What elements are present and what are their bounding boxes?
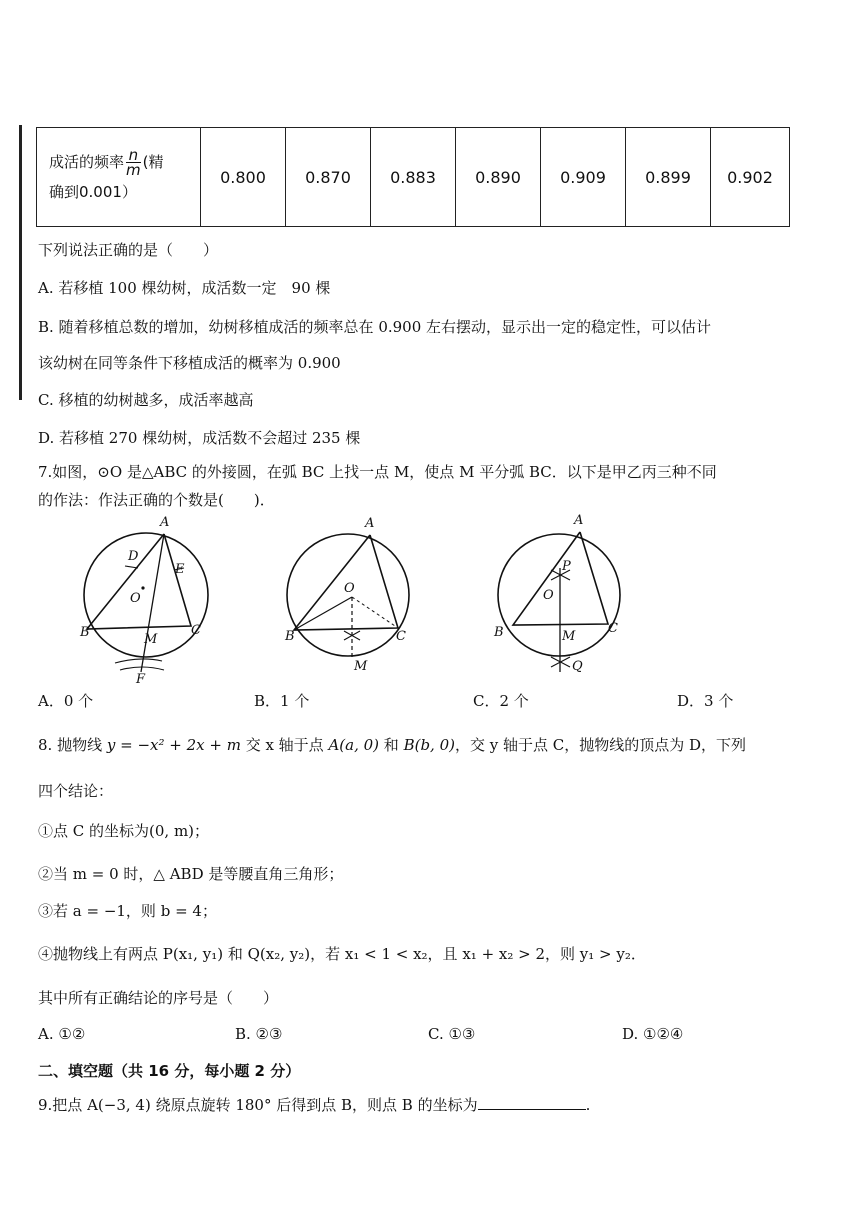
- label-c: C: [396, 629, 406, 644]
- q7-option-c: C．2 个: [473, 692, 529, 710]
- q7-option-a: A．0 个: [38, 692, 94, 710]
- q8-option-d: D. ①②④: [622, 1025, 684, 1043]
- fraction-denominator: m: [126, 161, 141, 179]
- label-m: M: [144, 632, 158, 647]
- q8-text-c: 和: [379, 736, 404, 754]
- q8-point-b: B(b, 0): [403, 736, 455, 754]
- q6-option-d: D. 若移植 270 棵幼树，成活数不会超过 235 棵: [38, 429, 361, 447]
- label-o: O: [130, 591, 141, 606]
- triangle-abc: [87, 534, 191, 629]
- figure-2: [278, 510, 418, 680]
- q8-text-d: ，交 y 轴于点 C，抛物线的顶点为 D，下列: [455, 736, 747, 754]
- table-cell: 0.909: [541, 128, 626, 227]
- label-m: M: [562, 629, 576, 644]
- q8-conclusion-2: ②当 m = 0 时，△ ABD 是等腰直角三角形；: [38, 865, 344, 883]
- q9: [38, 1094, 590, 1115]
- label-o: O: [344, 581, 355, 596]
- q8-point-a: A(a, 0): [328, 736, 380, 754]
- label-o: O: [543, 588, 554, 603]
- table-cell: 0.870: [286, 128, 371, 227]
- q7-line1: 7.如图，⊙O 是△ABC 的外接圆，在弧 BC 上找一点 M，使点 M 平分弧 BC．以下是甲乙丙三种不同: [38, 463, 717, 481]
- header-text: 成活的频率: [49, 153, 125, 171]
- circumcircle: [498, 534, 620, 656]
- label-q: Q: [572, 659, 583, 674]
- section-2-title: 二、填空题（共 16 分，每小题 2 分）: [38, 1062, 301, 1080]
- header-paren: (精: [142, 153, 164, 171]
- fraction-n-over-m: [126, 148, 141, 177]
- q8-option-a: A. ①②: [38, 1025, 86, 1043]
- q6-option-a: A. 若移植 100 棵幼树，成活数一定 90 棵: [38, 279, 331, 297]
- label-e: E: [175, 562, 185, 577]
- label-c: C: [608, 621, 618, 636]
- q8-text-a: 8. 抛物线: [38, 736, 107, 754]
- q6-stem: 下列说法正确的是（ ）: [38, 241, 219, 259]
- q8-line2: 四个结论：: [38, 782, 114, 800]
- q7-line2: 的作法：作法正确的个数是( )．: [38, 491, 275, 509]
- arc-mark-d: [125, 566, 138, 568]
- q6-option-c: C. 移植的幼树越多，成活率越高: [38, 391, 254, 409]
- label-f: F: [136, 672, 146, 685]
- q8-ask: 其中所有正确结论的序号是（ ）: [38, 989, 279, 1007]
- q8-option-c: C. ①③: [428, 1025, 476, 1043]
- angle-bisector-af: [141, 534, 164, 672]
- label-m: M: [354, 659, 368, 674]
- label-a: A: [160, 515, 170, 530]
- q8-option-b: B. ②③: [235, 1025, 283, 1043]
- label-d: D: [128, 549, 139, 564]
- center-dot: [141, 586, 144, 589]
- label-b: B: [494, 625, 504, 640]
- q7-option-b: B．1 个: [254, 692, 310, 710]
- frequency-table: [36, 127, 790, 227]
- segment-bo: [294, 597, 352, 630]
- table-cell: 0.883: [371, 128, 456, 227]
- answer-blank[interactable]: [478, 1108, 586, 1110]
- figure-3: [488, 510, 638, 680]
- q8-conclusion-1: ①点 C 的坐标为(0, m)；: [38, 822, 210, 840]
- table-cell: 0.899: [626, 128, 711, 227]
- label-p: P: [562, 559, 571, 574]
- q8-line1: [38, 734, 746, 755]
- dashed-oc: [352, 597, 398, 628]
- q8-text-b: 交 x 轴于点: [240, 736, 329, 754]
- q9-text: 9.把点 A(−3, 4) 绕原点旋转 180° 后得到点 B，则点 B 的坐标为: [38, 1096, 478, 1114]
- header-text-2: 确到0.001）: [49, 183, 137, 201]
- q9-end: .: [585, 1096, 591, 1114]
- q6-option-b-line2: 该幼树在同等条件下移植成活的概率为 0.900: [38, 354, 341, 372]
- table-row: [37, 128, 790, 227]
- q8-equation: y = −x² + 2x + m: [106, 736, 241, 754]
- label-a: A: [574, 513, 584, 528]
- row-header: [37, 128, 201, 227]
- table-cell: 0.800: [201, 128, 286, 227]
- q8-conclusion-4: ④抛物线上有两点 P(x₁, y₁) 和 Q(x₂, y₂)，若 x₁ < 1 < x₂，且 x₁ + x₂ > 2，则 y₁ > y₂．: [38, 945, 646, 963]
- q8-conclusion-3: ③若 a = −1，则 b = 4；: [38, 902, 217, 920]
- table-cell: 0.890: [456, 128, 541, 227]
- figure-1: [70, 510, 230, 685]
- arc-mark-f1: [115, 659, 162, 663]
- label-b: B: [285, 629, 295, 644]
- fraction-numerator: n: [126, 148, 141, 163]
- q6-option-b-line1: B. 随着移植总数的增加，幼树移植成活的频率总在 0.900 左右摆动，显示出一定的稳定性，可以估计: [38, 318, 712, 336]
- label-a: A: [365, 516, 375, 531]
- label-b: B: [80, 625, 90, 640]
- margin-bar: [19, 125, 22, 400]
- label-c: C: [191, 623, 201, 638]
- table-cell: 0.902: [711, 128, 790, 227]
- q7-option-d: D．3 个: [677, 692, 734, 710]
